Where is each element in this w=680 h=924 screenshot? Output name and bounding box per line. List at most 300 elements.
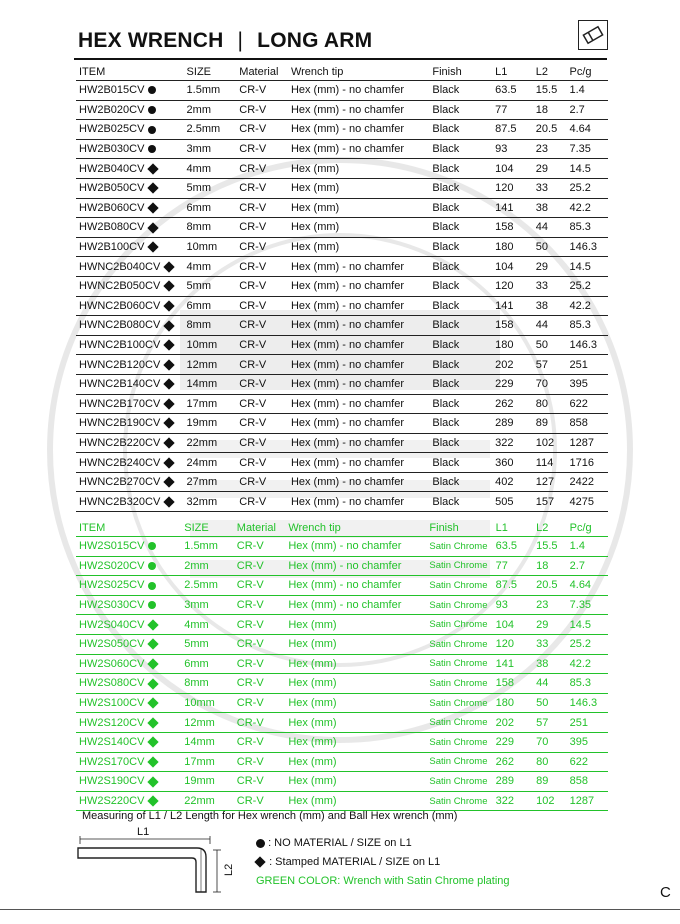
l2-text: 18 [536, 559, 549, 572]
cell-tip [285, 713, 426, 733]
l2-text: 44 [535, 221, 549, 234]
l1-text: 158 [495, 319, 514, 332]
diamond-icon [148, 183, 159, 194]
size-text: 2mm [184, 559, 209, 572]
cell-pcg [567, 615, 608, 635]
tip-text: Hex (mm) [288, 657, 337, 670]
material-text: CR-V [236, 657, 264, 670]
l2-text: 57 [535, 358, 549, 371]
cell-pcg [567, 713, 608, 733]
tip-text: Hex (mm) [290, 241, 340, 254]
table-row [76, 472, 608, 492]
item-text: HWNC2B220CV [79, 436, 161, 449]
pcg-text: 7.35 [569, 599, 592, 612]
item-text: HW2S015CV [79, 540, 145, 553]
pcg-text: 1.4 [569, 84, 585, 97]
item-text: HW2B015CV [79, 84, 145, 97]
cell-l1 [493, 713, 533, 733]
finish-text: Black [432, 456, 460, 469]
chrome-wrench-table [76, 520, 608, 811]
cell-finish [429, 218, 492, 238]
cell-l2 [533, 615, 567, 635]
table-row [76, 237, 608, 257]
l1-text: 120 [495, 280, 514, 293]
cell-material [236, 433, 288, 453]
cell-item [76, 713, 181, 733]
pcg-text: 42.2 [569, 657, 592, 670]
wrench-shape [78, 848, 206, 892]
material-text: CR-V [236, 677, 264, 690]
cell-tip [285, 634, 426, 654]
finish-text: Satin Chrome [429, 619, 488, 631]
finish-text: Black [432, 358, 460, 371]
cell-tip [288, 159, 429, 179]
material-text: CR-V [236, 540, 264, 553]
size-text: 14mm [184, 736, 215, 749]
cell-size [181, 576, 234, 596]
cell-finish [429, 198, 492, 218]
item-text: HWNC2B040CV [79, 260, 161, 273]
size-text: 5mm [186, 182, 211, 195]
table-row [76, 537, 608, 557]
l2-text: 89 [536, 775, 549, 788]
item-text: HW2S190CV [79, 775, 145, 788]
l2-text: 80 [535, 397, 549, 410]
material-text: CR-V [236, 795, 264, 808]
cell-l2 [533, 257, 567, 277]
diamond-icon [164, 261, 175, 272]
tip-text: Hex (mm) [288, 618, 337, 631]
cell-tip [285, 615, 426, 635]
l1-text: 202 [495, 716, 514, 729]
finish-text: Satin Chrome [429, 795, 488, 807]
tip-text: Hex (mm) [290, 182, 340, 195]
cell-l2 [533, 595, 567, 615]
diamond-icon [148, 756, 159, 767]
tip-text: Hex (mm) - no chamfer [290, 378, 405, 391]
cell-l2 [533, 237, 567, 257]
diamond-icon [148, 222, 159, 233]
cell-size [184, 139, 237, 159]
tip-text: Hex (mm) - no chamfer [290, 436, 405, 449]
l1-text: 158 [495, 677, 514, 690]
cell-finish [426, 634, 492, 654]
l2-text: 80 [536, 755, 549, 768]
table-row [76, 276, 608, 296]
cell-pcg [566, 394, 608, 414]
cell-l2 [533, 394, 567, 414]
l1-text: 322 [495, 436, 514, 449]
size-text: 6mm [186, 201, 211, 214]
finish-text: Satin Chrome [429, 599, 488, 611]
cell-size [181, 752, 234, 772]
cell-pcg [566, 335, 608, 355]
size-text: 10mm [184, 697, 215, 710]
cell-material [236, 296, 288, 316]
material-text: CR-V [239, 241, 267, 254]
cell-material [236, 81, 288, 101]
material-text: CR-V [239, 103, 267, 116]
cell-pcg [566, 139, 608, 159]
table-row [76, 433, 608, 453]
size-text: 4mm [186, 260, 211, 273]
pcg-text: 85.3 [569, 319, 591, 332]
pcg-text: 25.2 [569, 280, 591, 293]
cell-pcg [567, 772, 608, 792]
table-row [76, 453, 608, 473]
cell-item [76, 237, 184, 257]
cell-material [236, 139, 288, 159]
pcg-text: 2.7 [569, 559, 585, 572]
cell-material [236, 394, 288, 414]
material-text: CR-V [239, 280, 267, 293]
cell-pcg [567, 732, 608, 752]
cell-tip [285, 537, 426, 557]
tip-text: Hex (mm) [288, 795, 337, 808]
material-text: CR-V [239, 84, 267, 97]
tip-text: Hex (mm) - no chamfer [290, 260, 405, 273]
cell-pcg [567, 791, 608, 811]
finish-text: Black [432, 417, 460, 430]
item-text: HWNC2B060CV [79, 299, 161, 312]
material-text: CR-V [239, 143, 267, 156]
table-row [76, 556, 608, 576]
cell-tip [285, 791, 426, 811]
l2-text: 18 [535, 103, 549, 116]
material-text: CR-V [239, 378, 267, 391]
size-text: 14mm [186, 378, 218, 391]
cell-l2 [533, 433, 567, 453]
cell-l2 [533, 120, 567, 140]
cell-size [184, 374, 237, 394]
cell-l1 [493, 654, 533, 674]
cell-pcg [566, 276, 608, 296]
cell-finish [426, 537, 492, 557]
finish-text: Satin Chrome [429, 775, 488, 787]
cell-l1 [492, 394, 533, 414]
size-text: 6mm [186, 299, 211, 312]
l2-text: 20.5 [535, 123, 558, 136]
cell-size [184, 81, 237, 101]
col-pcg: Pc/g [566, 64, 608, 81]
cell-size [184, 198, 237, 218]
cell-item [76, 198, 184, 218]
cell-item [76, 772, 181, 792]
page-title [78, 29, 372, 53]
table-row [76, 394, 608, 414]
table-row [76, 139, 608, 159]
table-row [76, 492, 608, 512]
material-text: CR-V [236, 736, 264, 749]
l2-text: 44 [535, 319, 549, 332]
table-header-row [76, 64, 608, 81]
cell-item [76, 732, 181, 752]
item-text: HWNC2B050CV [79, 280, 161, 293]
cell-material [234, 693, 286, 713]
cell-finish [429, 276, 492, 296]
l1-text: 104 [495, 260, 514, 273]
item-text: HW2S020CV [79, 559, 145, 572]
cell-size [184, 100, 237, 120]
diamond-icon [164, 359, 175, 370]
tip-text: Hex (mm) [288, 677, 337, 690]
size-text: 22mm [184, 795, 215, 808]
measuring-note: Measuring of L1 / L2 Length for Hex wrench (mm) and Ball Hex wrench (mm) [82, 810, 458, 822]
tip-text: Hex (mm) [288, 736, 337, 749]
size-text: 2.5mm [184, 579, 218, 592]
table-header-row [76, 520, 608, 537]
cell-tip [285, 772, 426, 792]
diamond-icon [164, 418, 175, 429]
cell-finish [426, 615, 492, 635]
l1-text: 180 [495, 241, 514, 254]
item-text: HWNC2B100CV [79, 339, 161, 352]
l1-text: 87.5 [495, 579, 518, 592]
finish-text: Black [432, 280, 460, 293]
cell-tip [288, 81, 429, 101]
cell-material [234, 674, 286, 694]
l2-text: 102 [535, 436, 555, 449]
diamond-icon [164, 457, 175, 468]
tip-text: Hex (mm) [288, 775, 337, 788]
cell-l1 [493, 556, 533, 576]
cell-finish [426, 791, 492, 811]
material-text: CR-V [239, 162, 267, 175]
material-text: CR-V [239, 495, 267, 508]
cell-material [234, 576, 286, 596]
l1-text: 322 [495, 795, 514, 808]
cell-l2 [533, 576, 567, 596]
cell-size [184, 178, 237, 198]
cell-size [181, 693, 234, 713]
l1-text: 158 [495, 221, 514, 234]
finish-text: Black [432, 339, 460, 352]
l2-text: 33 [535, 280, 549, 293]
pcg-text: 14.5 [569, 260, 591, 273]
table-row [76, 791, 608, 811]
size-text: 1.5mm [186, 84, 221, 97]
dot-icon [148, 145, 156, 153]
finish-text: Black [432, 84, 460, 97]
cell-l1 [492, 472, 533, 492]
cell-item [76, 634, 181, 654]
cell-pcg [566, 218, 608, 238]
cell-l2 [533, 198, 567, 218]
size-text: 19mm [186, 417, 218, 430]
cell-l2 [533, 634, 567, 654]
black-wrench-table-body [76, 81, 608, 512]
l2-text: 114 [535, 456, 554, 469]
table-row [76, 615, 608, 635]
cell-material [234, 791, 286, 811]
size-text: 12mm [184, 716, 215, 729]
pcg-text: 1287 [569, 795, 595, 808]
finish-text: Satin Chrome [429, 677, 488, 689]
l1-text: 202 [495, 358, 514, 371]
cell-material [236, 120, 288, 140]
cell-tip [288, 139, 429, 159]
cell-finish [429, 100, 492, 120]
table-row [76, 752, 608, 772]
size-text: 17mm [184, 755, 215, 768]
cell-item [76, 218, 184, 238]
cell-l1 [493, 752, 533, 772]
cell-item [76, 276, 184, 296]
table-row [76, 355, 608, 375]
table-row [76, 654, 608, 674]
cell-l2 [533, 316, 567, 336]
l2-text: 44 [536, 677, 549, 690]
cell-material [236, 492, 288, 512]
pcg-text: 14.5 [569, 618, 592, 631]
cell-size [184, 237, 237, 257]
cell-l2 [533, 472, 567, 492]
finish-text: Satin Chrome [429, 717, 488, 729]
cell-l1 [493, 537, 533, 557]
dot-icon [148, 126, 156, 134]
col-finish: Finish [426, 520, 492, 537]
cell-size [184, 316, 237, 336]
tip-text: Hex (mm) - no chamfer [290, 358, 405, 371]
l1-text: 120 [495, 638, 514, 651]
table-row [76, 374, 608, 394]
cell-size [181, 791, 234, 811]
cell-material [236, 178, 288, 198]
pcg-text: 251 [569, 358, 588, 371]
cell-l1 [492, 492, 533, 512]
size-text: 24mm [186, 456, 218, 469]
pcg-text: 14.5 [569, 162, 591, 175]
tip-text: Hex (mm) - no chamfer [290, 319, 405, 332]
cell-l1 [492, 374, 533, 394]
col-item: ITEM [76, 64, 184, 81]
l1-text: 77 [495, 103, 508, 116]
cell-l2 [533, 732, 567, 752]
cell-item [76, 178, 184, 198]
tip-text: Hex (mm) [288, 755, 337, 768]
cell-pcg [566, 81, 608, 101]
cell-l2 [533, 674, 567, 694]
table-row [76, 595, 608, 615]
diamond-icon [148, 697, 159, 708]
cell-pcg [566, 120, 608, 140]
pcg-text: 858 [569, 417, 588, 430]
pcg-text: 85.3 [569, 221, 591, 234]
legend-green-text: GREEN COLOR: Wrench with Satin Chrome plating [256, 875, 510, 887]
cell-size [181, 732, 234, 752]
cell-finish [429, 374, 492, 394]
l1-text: 77 [495, 559, 508, 572]
item-text: HW2B100CV [79, 241, 145, 254]
diamond-icon [164, 496, 175, 507]
l1-text: 104 [495, 162, 514, 175]
material-text: CR-V [236, 755, 264, 768]
cell-tip [285, 732, 426, 752]
cell-size [181, 615, 234, 635]
col-wrench-tip: Wrench tip [285, 520, 426, 537]
finish-text: Black [432, 241, 460, 254]
table-row [76, 335, 608, 355]
dot-icon [148, 542, 156, 550]
table-row [76, 772, 608, 792]
item-text: HW2B030CV [79, 143, 145, 156]
l2-text: 23 [536, 599, 549, 612]
cell-l2 [533, 414, 567, 434]
cell-l1 [492, 335, 533, 355]
cell-finish [429, 178, 492, 198]
diamond-icon [148, 776, 159, 787]
cell-l1 [492, 316, 533, 336]
cell-finish [429, 394, 492, 414]
col-size: SIZE [181, 520, 234, 537]
diamond-icon [164, 281, 175, 292]
cell-size [184, 335, 237, 355]
cell-l2 [533, 218, 567, 238]
cell-pcg [567, 576, 608, 596]
col-material: Material [234, 520, 286, 537]
cell-l2 [533, 276, 567, 296]
cell-l2 [533, 772, 567, 792]
pcg-text: 7.35 [569, 143, 591, 156]
cell-size [184, 394, 237, 414]
l2-text: 127 [535, 476, 555, 489]
material-text: CR-V [239, 299, 267, 312]
cell-size [184, 257, 237, 277]
cell-l1 [492, 218, 533, 238]
l1-text: 87.5 [495, 123, 517, 136]
l1-text: 262 [495, 397, 514, 410]
cell-pcg [567, 556, 608, 576]
cell-pcg [566, 296, 608, 316]
item-text: HWNC2B320CV [79, 495, 161, 508]
cell-l1 [492, 355, 533, 375]
tip-text: Hex (mm) - no chamfer [290, 103, 405, 116]
cell-item [76, 257, 184, 277]
table-row [76, 693, 608, 713]
tip-text: Hex (mm) - no chamfer [290, 84, 405, 97]
cell-item [76, 355, 184, 375]
diamond-icon [148, 163, 159, 174]
l-wrench-diagram [75, 826, 245, 896]
material-text: CR-V [236, 716, 264, 729]
item-text: HWNC2B120CV [79, 358, 161, 371]
tip-text: Hex (mm) - no chamfer [290, 123, 405, 136]
cell-material [236, 335, 288, 355]
cell-finish [429, 472, 492, 492]
cell-pcg [566, 159, 608, 179]
cell-l1 [492, 139, 533, 159]
pcg-text: 146.3 [569, 241, 598, 254]
l2-text: 157 [535, 495, 555, 508]
size-text: 5mm [186, 280, 211, 293]
cell-tip [288, 218, 429, 238]
material-text: CR-V [239, 358, 267, 371]
pcg-text: 1.4 [569, 540, 585, 553]
size-text: 5mm [184, 638, 209, 651]
finish-text: Satin Chrome [429, 756, 488, 768]
l2-text: 15.5 [535, 84, 558, 97]
cell-item [76, 492, 184, 512]
material-text: CR-V [239, 476, 267, 489]
diamond-icon [148, 678, 159, 689]
l1-text: 180 [495, 697, 514, 710]
cell-l1 [492, 178, 533, 198]
material-text: CR-V [236, 579, 264, 592]
cell-finish [429, 120, 492, 140]
cell-tip [285, 654, 426, 674]
cell-pcg [567, 674, 608, 694]
finish-text: Satin Chrome [429, 736, 488, 748]
